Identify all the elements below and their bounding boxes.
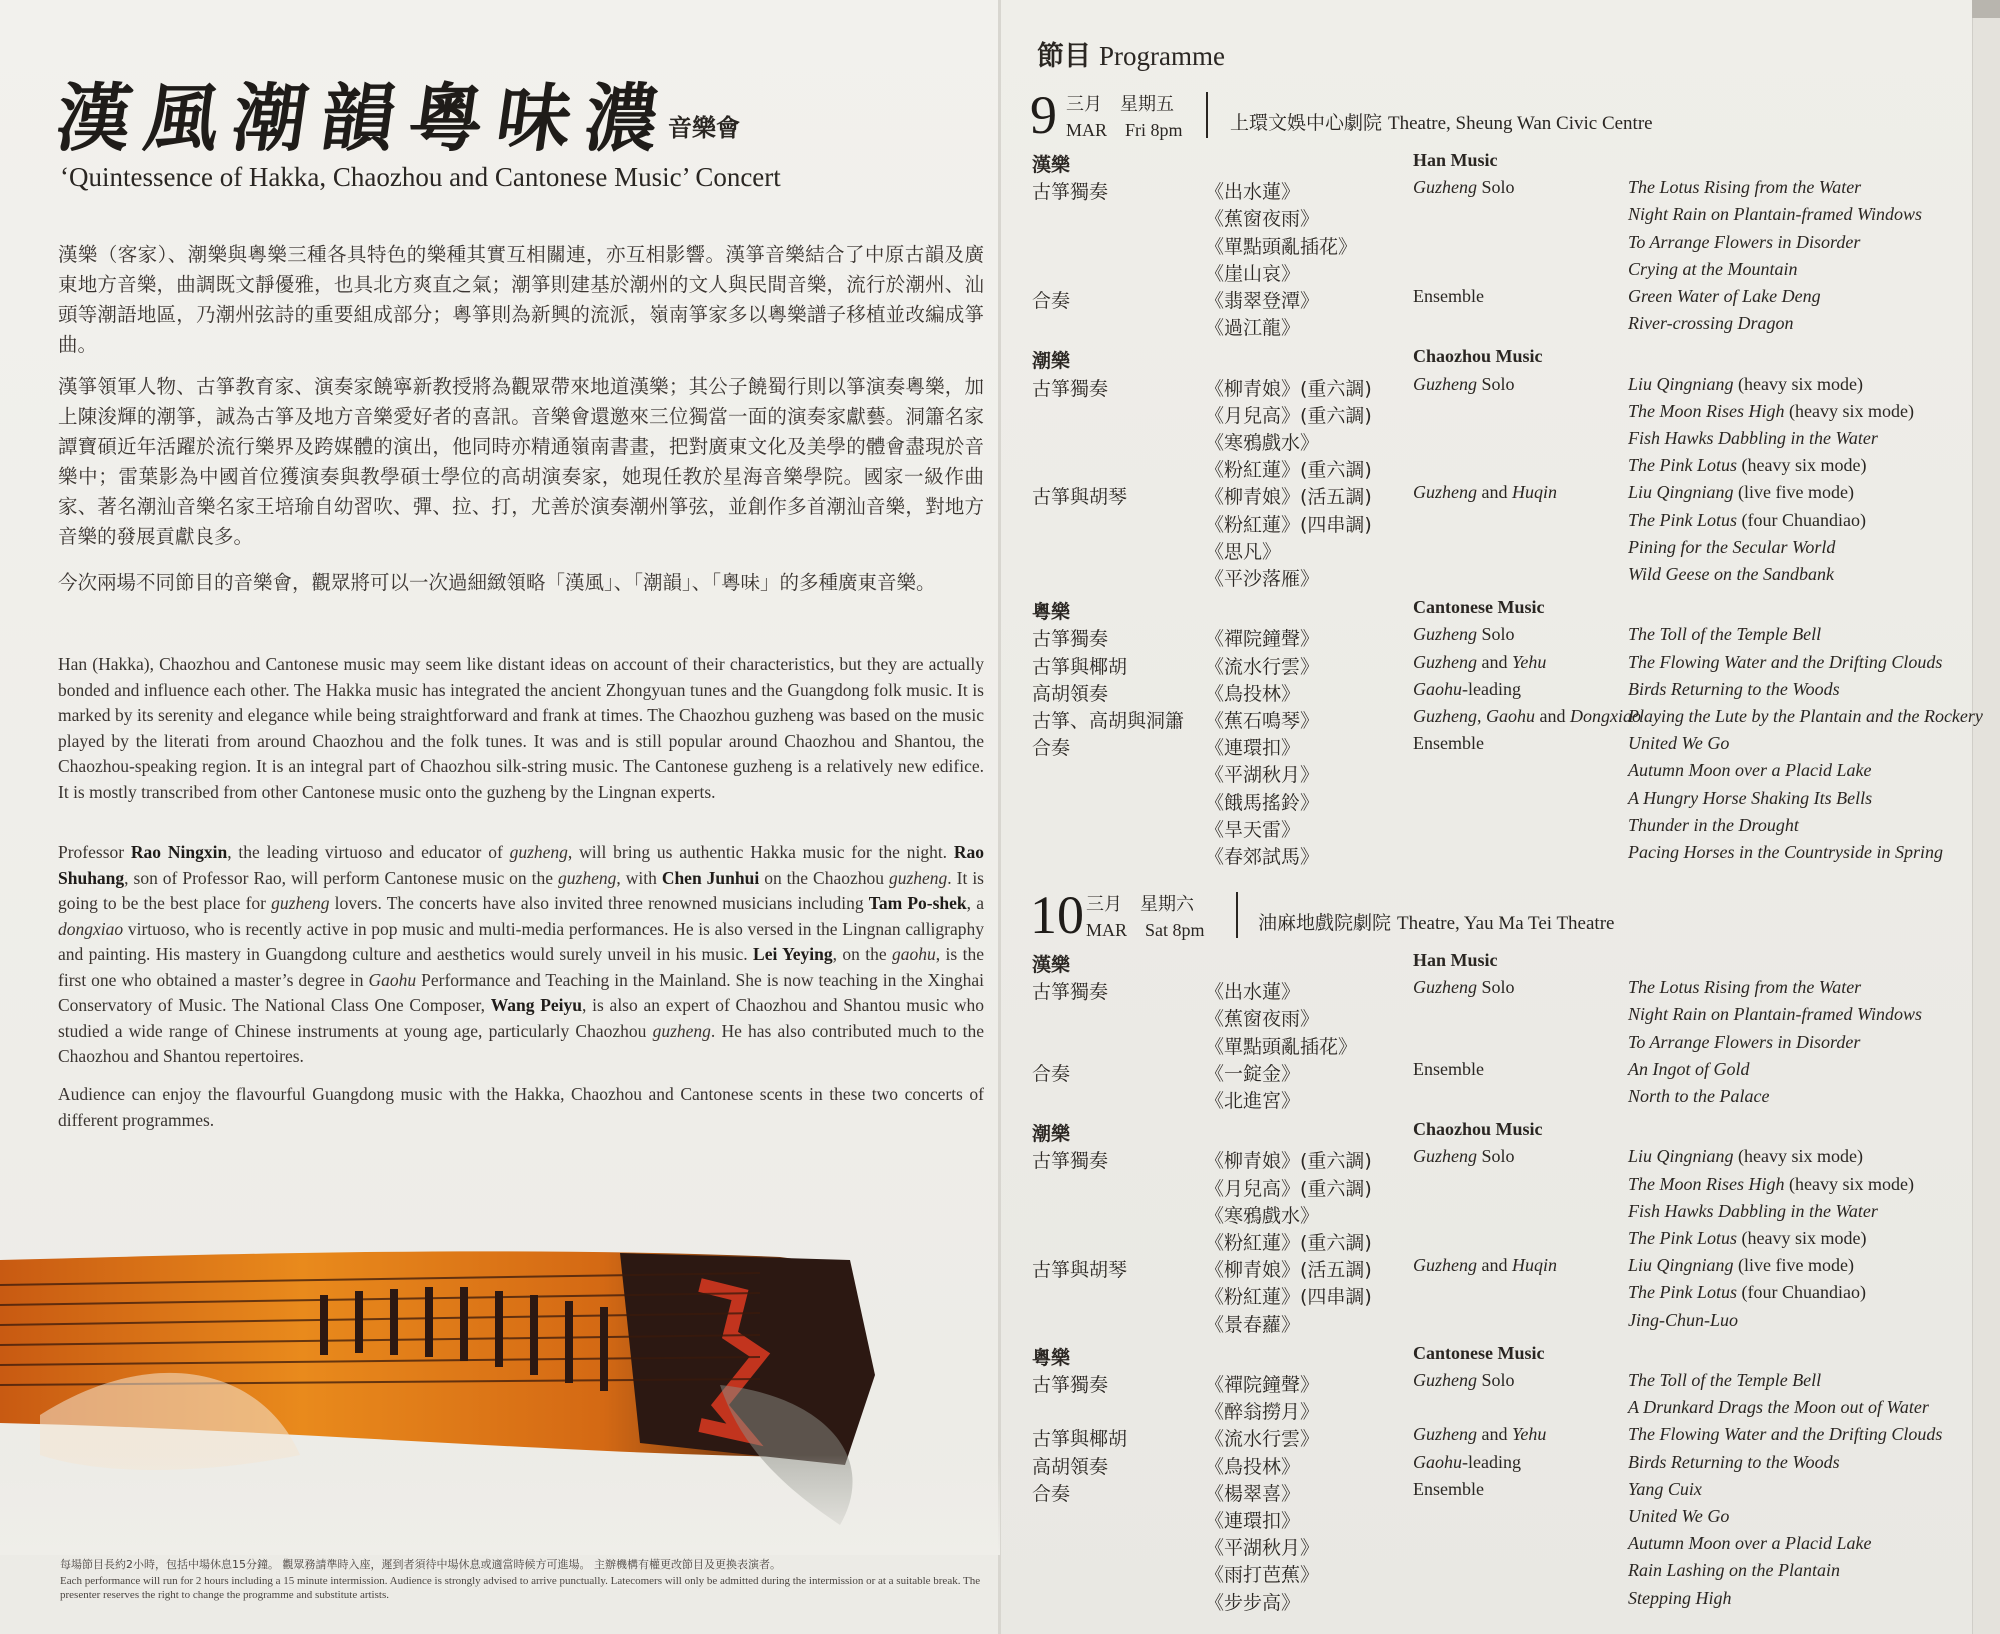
piece-title-cn: 《寒鴉戲水》 [1205, 432, 1320, 454]
piece-title-en: The Moon Rises High (heavy six mode) [1628, 1173, 1914, 1194]
piece-title-en: Fish Hawks Dabbling in the Water [1628, 428, 1878, 448]
piece-title-cn: 《月兒高》(重六調) [1205, 1177, 1372, 1200]
concert-1-day: 9 [1030, 85, 1057, 145]
section-heading-en: Han Music [1413, 950, 1498, 970]
piece-title-cn: 《餓馬搖鈴》 [1205, 791, 1320, 814]
piece-title-en: Night Rain on Plantain-framed Windows [1628, 204, 1923, 225]
piece-title-en: The Pink Lotus (four Chuandiao) [1628, 509, 1866, 530]
instrumentation-cn: 合奏 [1032, 737, 1071, 760]
piece-title-cn: 《粉紅蓮》(四串調) [1205, 1286, 1372, 1309]
english-title: ‘Quintessence of Hakka, Chaozhou and Cantonese Music’ Concert [60, 162, 781, 192]
instrumentation-en: Guzheng Solo [1413, 177, 1515, 198]
piece-title-cn: 《柳青娘》(重六調) [1205, 377, 1372, 400]
piece-title-en: An Ingot of Gold [1628, 1058, 1750, 1079]
piece-title-en: North to the Palace [1628, 1086, 1770, 1106]
concert-2-date-en: MAR Sat 8pm [1086, 920, 1205, 940]
piece-title-en: Pining for the Secular World [1628, 536, 1836, 557]
piece-title-en: Fish Hawks Dabbling in the Water [1628, 1200, 1878, 1221]
instrumentation-en: Guzheng Solo [1413, 1146, 1515, 1167]
section-heading-en: Chaozhou Music [1413, 1119, 1543, 1140]
instrumentation-cn: 古箏、高胡與洞簫 [1032, 710, 1185, 732]
instrumentation-cn: 古箏獨奏 [1032, 1374, 1109, 1396]
piece-title-en: Playing the Lute by the Plantain and the Rockery [1628, 706, 1983, 726]
piece-title-en: The Toll of the Temple Bell [1628, 624, 1822, 645]
piece-title-cn: 《粉紅蓮》(重六調) [1205, 459, 1372, 482]
instrumentation-en: Guzheng and Yehu [1413, 1424, 1547, 1445]
section-heading-cn: 潮樂 [1032, 1123, 1071, 1146]
piece-title-en: Autumn Moon over a Placid Lake [1628, 760, 1872, 781]
piece-title-cn: 《蕉石鳴琴》 [1205, 710, 1320, 732]
piece-title-cn: 《翡翠登潭》 [1205, 290, 1320, 312]
chinese-paragraph-2: 漢箏領軍人物、古箏教育家、演奏家饒寧新教授將為觀眾帶來地道漢樂；其公子饒蜀行則以箏演奏粵樂，加上陳浚輝的潮箏，誠為古箏及地方音樂愛好者的喜訊。音樂會還邀來三位獨當一面的演奏家獻藝。洞簫名家譚寶碩近年活躍於流行樂界及跨媒體的演出，他同時亦精通嶺南書畫，把對廣東文化及美學的體會盡現於音樂中；雷葉影為中國首位獲演奏與教學碩士學位的高胡演奏家，她現任教於星海音樂學院。國家一級作曲家、著名潮汕音樂名家王培瑜自幼習吹、彈、拉、打，尤善於演奏潮州箏弦，並創作多首潮汕音樂，對地方音樂的發展貢獻良多。 [58, 375, 984, 548]
concert-1-date-cn: 三月 星期五 [1066, 94, 1174, 115]
instrumentation-en: Guzheng Solo [1413, 1370, 1515, 1390]
piece-title-cn: 《連環扣》 [1205, 737, 1301, 760]
piece-title-en: A Drunkard Drags the Moon out of Water [1628, 1397, 1929, 1418]
piece-title-cn: 《禪院鐘聲》 [1205, 1374, 1320, 1396]
piece-title-en: To Arrange Flowers in Disorder [1628, 231, 1861, 252]
instrumentation-cn: 古箏與胡琴 [1032, 1259, 1128, 1282]
piece-title-cn: 《平沙落雁》 [1205, 568, 1320, 590]
instrumentation-en: Ensemble [1413, 733, 1484, 754]
piece-title-en: Thunder in the Drought [1628, 814, 1799, 835]
piece-title-cn: 《寒鴉戲水》 [1205, 1204, 1320, 1227]
instrumentation-cn: 高胡領奏 [1032, 1455, 1109, 1478]
instrumentation-cn: 合奏 [1032, 1482, 1071, 1505]
instrumentation-cn: 合奏 [1032, 290, 1071, 312]
divider [1236, 892, 1238, 938]
section-heading-cn: 漢樂 [1032, 154, 1071, 176]
piece-title-cn: 《出水蓮》 [1205, 181, 1301, 204]
concert-2-date-cn: 三月 星期六 [1086, 894, 1194, 915]
piece-title-cn: 《平湖秋月》 [1205, 1537, 1320, 1560]
piece-title-cn: 《柳青娘》(活五調) [1205, 486, 1372, 509]
piece-title-cn: 《旱天雷》 [1205, 818, 1301, 841]
piece-title-cn: 《崖山哀》 [1205, 262, 1301, 285]
piece-title-cn: 《粉紅蓮》(四串調) [1205, 513, 1372, 536]
piece-title-cn: 《流水行雲》 [1205, 1428, 1320, 1451]
section-heading-en: Cantonese Music [1413, 597, 1545, 618]
english-paragraph-1: Han (Hakka), Chaozhou and Cantonese music may seem like distant ideas on account of their characteristics, but they are actually bonded and influence each other. The Hakka music has integrated the ancient Zhongyuan tunes and the Guangdong folk music. It is marked by its serenity and elegance while being straightforward and frank at times. The Chaozhou guzheng was based on the music played by the literati from around Chaozhou and the folk tunes. It was and is still popular around Chaozhou and Shantou, the Chaozhou-speaking region. It is an integral part of Chaozhou silk-string music. The Cantonese guzheng is a relatively new edifice. It is mostly transcribed from other Cantonese music onto the guzheng by the Lingnan experts. [58, 654, 984, 802]
piece-title-en: The Lotus Rising from the Water [1628, 977, 1862, 998]
piece-title-cn: 《禪院鐘聲》 [1205, 628, 1320, 651]
piece-title-cn: 《鳥投林》 [1205, 1455, 1301, 1478]
piece-title-en: The Flowing Water and the Drifting Clouds [1628, 651, 1943, 672]
english-paragraph-3: Audience can enjoy the flavourful Guangdong music with the Hakka, Chaozhou and Cantonese scents in these two concerts of different programmes. [58, 1084, 984, 1130]
piece-title-en: Green Water of Lake Deng [1628, 286, 1821, 306]
english-paragraph-2: Professor Rao Ningxin, the leading virtuoso and educator of guzheng, will bring us authentic Hakka music for the night. Rao Shuhang, son of Professor Rao, will perform Cantonese music on the guzheng, with Chen Junhui on the Chaozhou guzheng. It is going to be the best place for guzheng lovers. The concerts have also invited three renowned musicians including Tam Po-shek, a dongxiao virtuoso, who is recently active in pop music and multi-media performances. He is also versed in the Lingnan calligraphy and painting. His mastery in Guangdong culture and aesthetics would surely unveil in his music. Lei Yeying, on the gaohu, is the first one who obtained a master’s degree in Gaohu Performance and Teaching in the Mainland. She is now teaching in the Xinghai Conservatory of Music. The National Class One Composer, Wang Peiyu, is also an expert of Chaozhou and Shantou music who studied a wide range of Chinese instruments at young age, particularly Chaozhou guzheng. He has also contributed much to the Chaozhou and Shantou repertoires. [58, 842, 985, 1066]
piece-title-en: Night Rain on Plantain-framed Windows [1628, 1004, 1923, 1025]
concert-2-day: 10 [1030, 885, 1084, 945]
chinese-paragraph-3: 今次兩場不同節目的音樂會，觀眾將可以一次過細緻領略「漢風」、「潮韻」、「粵味」的多種廣東音樂。 [58, 571, 936, 594]
concert-1-header [1030, 85, 1990, 150]
piece-title-en: River-crossing Dragon [1628, 313, 1794, 334]
instrumentation-en: Guzheng and Yehu [1413, 651, 1547, 672]
piece-title-en: Liu Qingniang (heavy six mode) [1628, 1146, 1863, 1167]
instrumentation-cn: 合奏 [1032, 1062, 1071, 1085]
piece-title-cn: 《步步高》 [1205, 1591, 1301, 1614]
divider [1206, 92, 1208, 138]
concert-2-venue: 油麻地戲院劇院 Theatre, Yau Ma Tei Theatre [1258, 912, 1615, 934]
chinese-title: 漢風潮韻粵味濃 [51, 76, 680, 162]
instrumentation-en: Guzheng, Gaohu and Dongxiao [1413, 706, 1641, 726]
piece-title-cn: 《過江龍》 [1205, 317, 1301, 340]
instrumentation-en: Guzheng Solo [1413, 373, 1515, 394]
piece-title-cn: 《雨打芭蕉》 [1205, 1564, 1320, 1587]
instrumentation-en: Ensemble [1413, 286, 1484, 306]
chinese-paragraph-1: 漢樂（客家）、潮樂與粵樂三種各具特色的樂種其實互相關連，亦互相影響。漢箏音樂結合了中原古韻及廣東地方音樂，曲調既文靜優雅，也具北方爽直之氣；潮箏則建基於潮州的文人與民間音樂，流行於潮州、汕頭等潮語地區，乃潮州弦詩的重要組成部分；粵箏則為新興的流派，嶺南箏家多以粵樂譜子移植並改編成箏曲。 [58, 243, 984, 356]
piece-title-en: Crying at the Mountain [1628, 258, 1798, 279]
piece-title-cn: 《出水蓮》 [1205, 981, 1301, 1004]
section-heading-en: Han Music [1413, 150, 1498, 170]
footnote-english: Each performance will run for 2 hours including a 15 minute intermission. Audience is strongly advised to arrive punctually. Latecomers will only be admitted during the intermission or at a suitable break. The presenter reserves the right to change the programme and substitute artists. [60, 1575, 981, 1601]
section-heading-cn: 潮樂 [1032, 350, 1071, 373]
instrumentation-en: Guzheng and Huqin [1413, 1255, 1557, 1276]
piece-title-cn: 《連環扣》 [1205, 1510, 1301, 1532]
piece-title-cn: 《蕉窗夜雨》 [1205, 1008, 1320, 1031]
piece-title-cn: 《一錠金》 [1205, 1062, 1301, 1085]
piece-title-en: The Flowing Water and the Drifting Clouds [1628, 1424, 1943, 1445]
piece-title-en: Autumn Moon over a Placid Lake [1628, 1533, 1872, 1554]
instrumentation-en: Gaohu-leading [1413, 678, 1521, 699]
instrumentation-cn: 古箏獨奏 [1032, 981, 1109, 1004]
piece-title-en: Liu Qingniang (heavy six mode) [1628, 373, 1863, 394]
instrumentation-cn: 古箏與椰胡 [1032, 1428, 1128, 1451]
instrumentation-en: Ensemble [1413, 1058, 1484, 1079]
piece-title-cn: 《春郊試馬》 [1205, 846, 1320, 868]
piece-title-cn: 《楊翠喜》 [1205, 1482, 1301, 1505]
piece-title-cn: 《景春蘿》 [1205, 1313, 1301, 1336]
section-heading-en: Cantonese Music [1413, 1342, 1545, 1363]
instrumentation-cn: 古箏獨奏 [1032, 628, 1109, 651]
piece-title-en: United We Go [1628, 733, 1730, 754]
piece-title-cn: 《單點頭亂插花》 [1205, 235, 1358, 258]
piece-title-en: The Pink Lotus (heavy six mode) [1628, 1228, 1867, 1248]
instrumentation-cn: 古箏與胡琴 [1032, 486, 1128, 509]
piece-title-cn: 《思凡》 [1205, 540, 1282, 563]
piece-title-en: Stepping High [1628, 1587, 1732, 1608]
instrumentation-en: Guzheng Solo [1413, 977, 1515, 998]
piece-title-en: A Hungry Horse Shaking Its Bells [1628, 787, 1873, 808]
section-heading-cn: 粵樂 [1032, 1346, 1071, 1369]
piece-title-cn: 《醉翁撈月》 [1205, 1401, 1320, 1424]
piece-title-cn: 《鳥投林》 [1205, 682, 1301, 705]
concert-1-venue: 上環文娛中心劇院 Theatre, Sheung Wan Civic Centre [1230, 112, 1653, 134]
instrumentation-en: Ensemble [1413, 1478, 1484, 1499]
piece-title-cn: 《流水行雲》 [1205, 655, 1320, 678]
piece-title-en: Birds Returning to the Woods [1628, 1451, 1840, 1472]
piece-title-cn: 《柳青娘》(活五調) [1205, 1259, 1372, 1282]
section-heading-cn: 粵樂 [1032, 601, 1071, 624]
piece-title-en: Birds Returning to the Woods [1628, 678, 1840, 699]
piece-title-en: The Lotus Rising from the Water [1628, 177, 1862, 198]
section-heading-cn: 漢樂 [1032, 954, 1071, 976]
piece-title-en: The Pink Lotus (heavy six mode) [1628, 455, 1867, 476]
guzheng-illustration [0, 1225, 1000, 1555]
piece-title-cn: 《平湖秋月》 [1205, 764, 1320, 787]
page-edge [1972, 0, 2000, 1634]
piece-title-cn: 《單點頭亂插花》 [1205, 1035, 1358, 1058]
piece-title-en: United We Go [1628, 1506, 1730, 1526]
instrumentation-cn: 高胡領奏 [1032, 682, 1109, 705]
piece-title-cn: 《粉紅蓮》(重六調) [1205, 1232, 1372, 1254]
piece-title-en: To Arrange Flowers in Disorder [1628, 1031, 1861, 1052]
chinese-title-suffix: 音樂會 [668, 114, 740, 142]
piece-title-cn: 《月兒高》(重六調) [1205, 404, 1372, 427]
piece-title-en: Liu Qingniang (live five mode) [1628, 1255, 1854, 1276]
piece-title-en: Liu Qingniang (live five mode) [1628, 482, 1854, 503]
instrumentation-cn: 古箏獨奏 [1032, 1150, 1109, 1173]
piece-title-en: The Toll of the Temple Bell [1628, 1370, 1822, 1390]
piece-title-cn: 《北進宮》 [1205, 1090, 1301, 1112]
instrumentation-en: Gaohu-leading [1413, 1451, 1521, 1472]
piece-title-cn: 《蕉窗夜雨》 [1205, 208, 1320, 231]
piece-title-en: Wild Geese on the Sandbank [1628, 564, 1834, 584]
piece-title-en: Jing-Chun-Luo [1628, 1309, 1738, 1330]
piece-title-en: Rain Lashing on the Plantain [1628, 1560, 1841, 1581]
instrumentation-en: Guzheng and Huqin [1413, 482, 1557, 503]
instrumentation-cn: 古箏獨奏 [1032, 181, 1109, 204]
piece-title-en: Yang Cuix [1628, 1478, 1702, 1499]
footnote-chinese: 每場節目長約2小時，包括中場休息15分鐘。 觀眾務請準時入座，遲到者須待中場休息或適當時候方可進場。 主辦機構有權更改節目及更換表演者。 [60, 1558, 781, 1571]
concert-1-date-en: MAR Fri 8pm [1066, 120, 1183, 140]
piece-title-cn: 《柳青娘》(重六調) [1205, 1150, 1372, 1173]
programme-heading: 節目 Programme [1037, 41, 1225, 72]
piece-title-en: Pacing Horses in the Countryside in Spring [1628, 842, 1943, 862]
instrumentation-cn: 古箏與椰胡 [1032, 655, 1128, 678]
piece-title-en: The Pink Lotus (four Chuandiao) [1628, 1282, 1866, 1303]
piece-title-en: The Moon Rises High (heavy six mode) [1628, 400, 1914, 421]
section-heading-en: Chaozhou Music [1413, 346, 1543, 367]
instrumentation-en: Guzheng Solo [1413, 624, 1515, 645]
instrumentation-cn: 古箏獨奏 [1032, 377, 1109, 400]
concert-2-header [1030, 885, 1990, 950]
